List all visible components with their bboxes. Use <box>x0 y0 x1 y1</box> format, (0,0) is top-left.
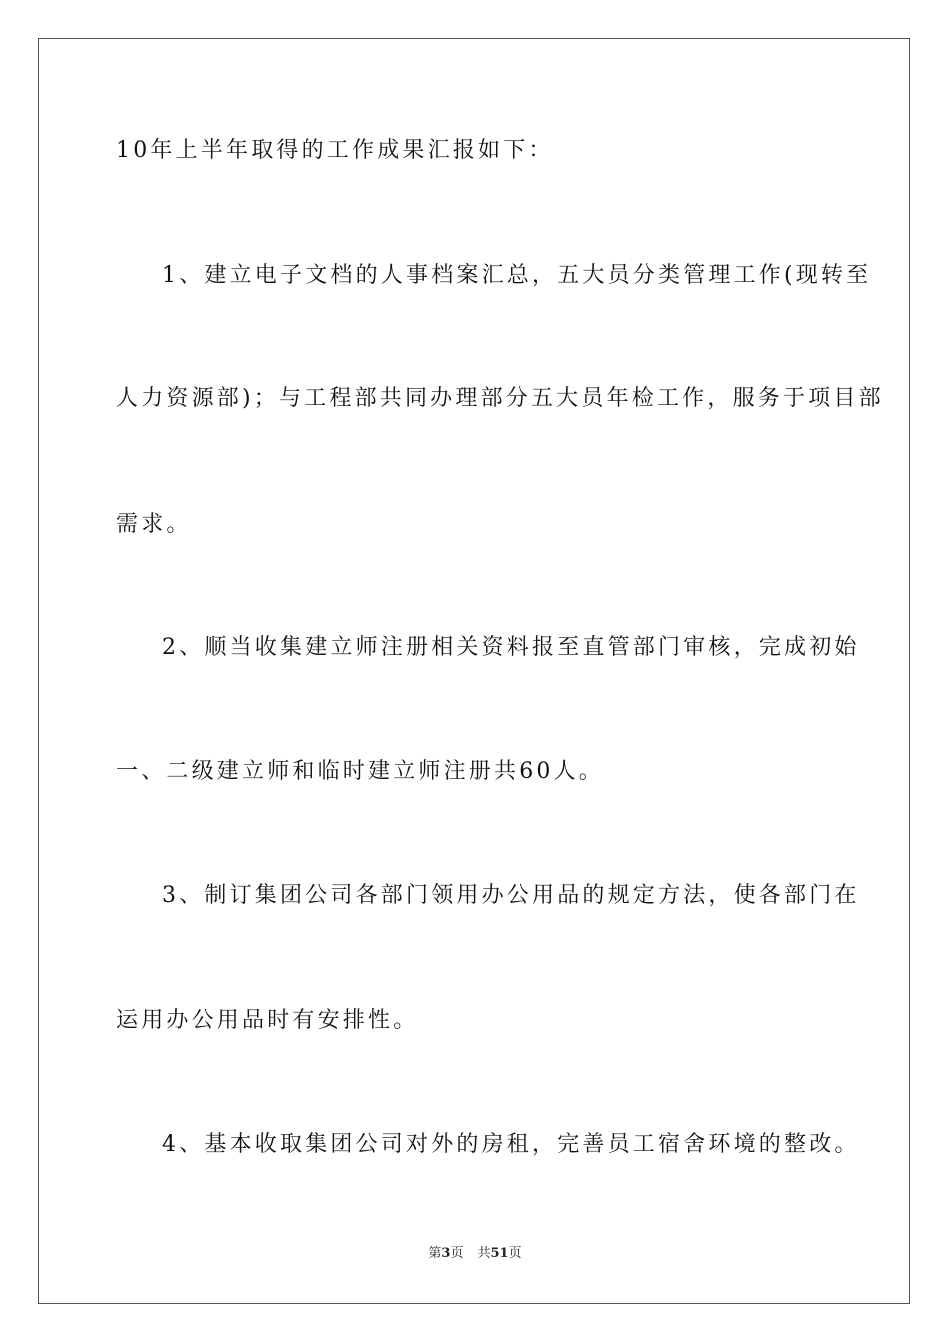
footer-page-prefix: 第 <box>428 1246 442 1261</box>
footer-page-suffix: 页 <box>450 1246 464 1261</box>
page-footer <box>0 1245 950 1263</box>
footer-total-prefix: 共 <box>477 1246 491 1261</box>
text-line-item1-cont: 人力资源部)；与工程部共同办理部分五大员年检工作，服务于项目部 <box>116 386 884 411</box>
text-line-item2-start: 2、顺当收集建立师注册相关资料报至直管部门审核，完成初始 <box>162 635 860 660</box>
text-line-item1-end: 需求。 <box>116 512 192 537</box>
text-line-item3-end: 运用办公用品时有安排性。 <box>116 1008 419 1033</box>
footer-total-suffix: 页 <box>508 1246 522 1261</box>
text-line-item3-start: 3、制订集团公司各部门领用办公用品的规定方法，使各部门在 <box>162 883 860 908</box>
footer-total-pages: 51 <box>490 1246 509 1261</box>
page-frame <box>38 38 910 1304</box>
text-line-item2-end: 一、二级建立师和临时建立师注册共60人。 <box>116 759 604 784</box>
text-line-item1-start: 1、建立电子文档的人事档案汇总，五大员分类管理工作(现转至 <box>162 263 872 288</box>
text-line-intro: 10年上半年取得的工作成果汇报如下： <box>116 138 554 163</box>
footer-page-number: 3 <box>441 1246 451 1261</box>
text-line-item4: 4、基本收取集团公司对外的房租，完善员工宿舍环境的整改。 <box>162 1132 860 1157</box>
